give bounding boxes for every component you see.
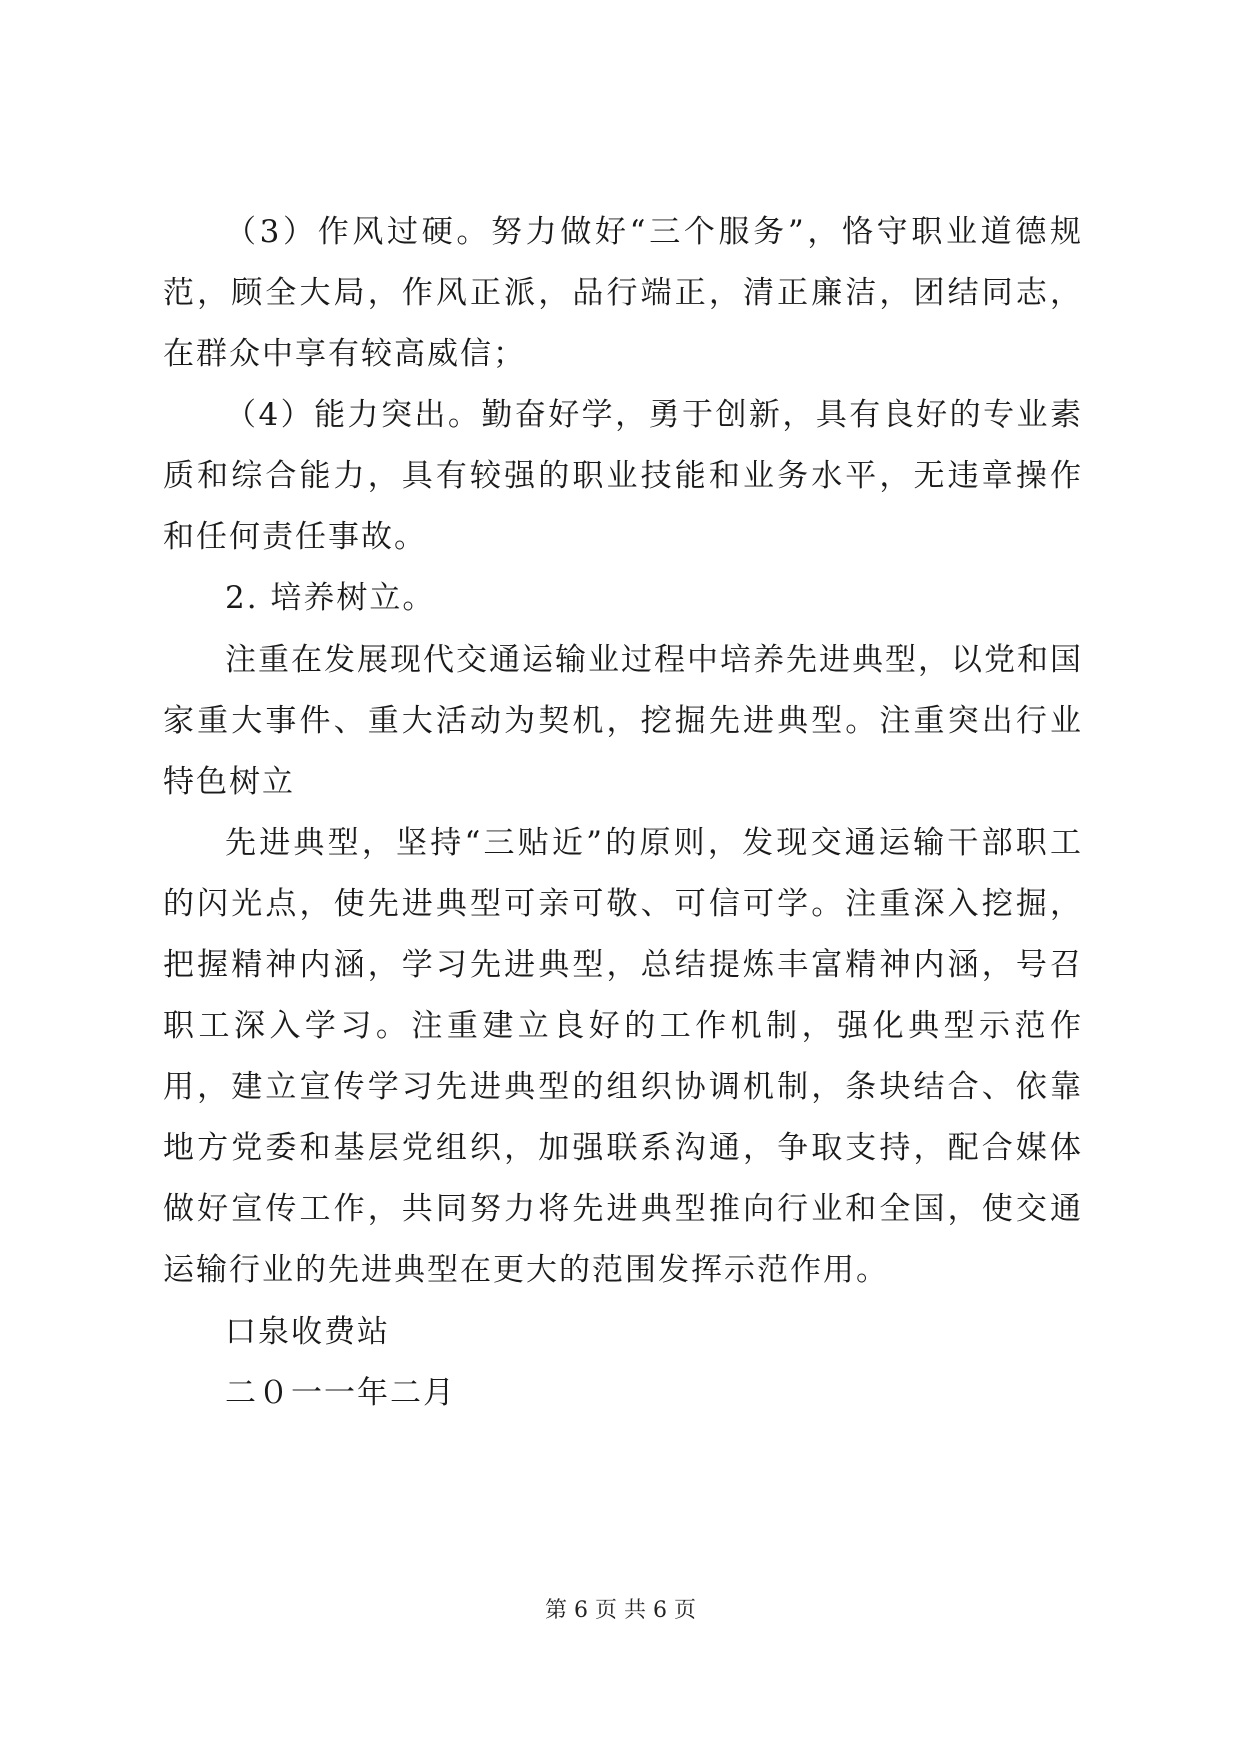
signature-organization: 口泉收费站 [225,1314,390,1350]
paragraph-cultivate-intro: 注重在发展现代交通运输业过程中培养先进典型，以党和国家重大事件、重大活动为契机，挖掘先进典型。注重突出行业特色树立 [163,642,1083,800]
page-number-footer: 第 6 页 共 6 页 [545,1598,696,1623]
paragraph-cultivate-body: 先进典型，坚持“三贴近”的原则，发现交通运输干部职工的闪光点，使先进典型可亲可敬、可信可学。注重深入挖掘，把握精神内涵，学习先进典型，总结提炼丰富精神内涵，号召职工深入学习。注重建立良好的工作机制，强化典型示范作用，建立宣传学习先进典型的组织协调机制，条块结合、依靠地方党委和基层党组织，加强联系沟通，争取支持，配合媒体做好宣传工作，共同努力将先进典型推向行业和全国，使交通运输行业的先进典型在更大的范围发挥示范作用。 [163,825,1083,1288]
section-heading-cultivate: 2. 培养树立。 [225,580,436,616]
paragraph-conduct: （3）作风过硬。努力做好“三个服务”，恪守职业道德规范，顾全大局，作风正派，品行端正，清正廉洁，团结同志，在群众中享有较高威信； [163,214,1083,372]
paragraph-ability: （4）能力突出。勤奋好学，勇于创新，具有良好的专业素质和综合能力，具有较强的职业技能和业务水平，无违章操作和任何责任事故。 [163,397,1083,555]
signature-date: 二０一一年二月 [225,1375,456,1411]
